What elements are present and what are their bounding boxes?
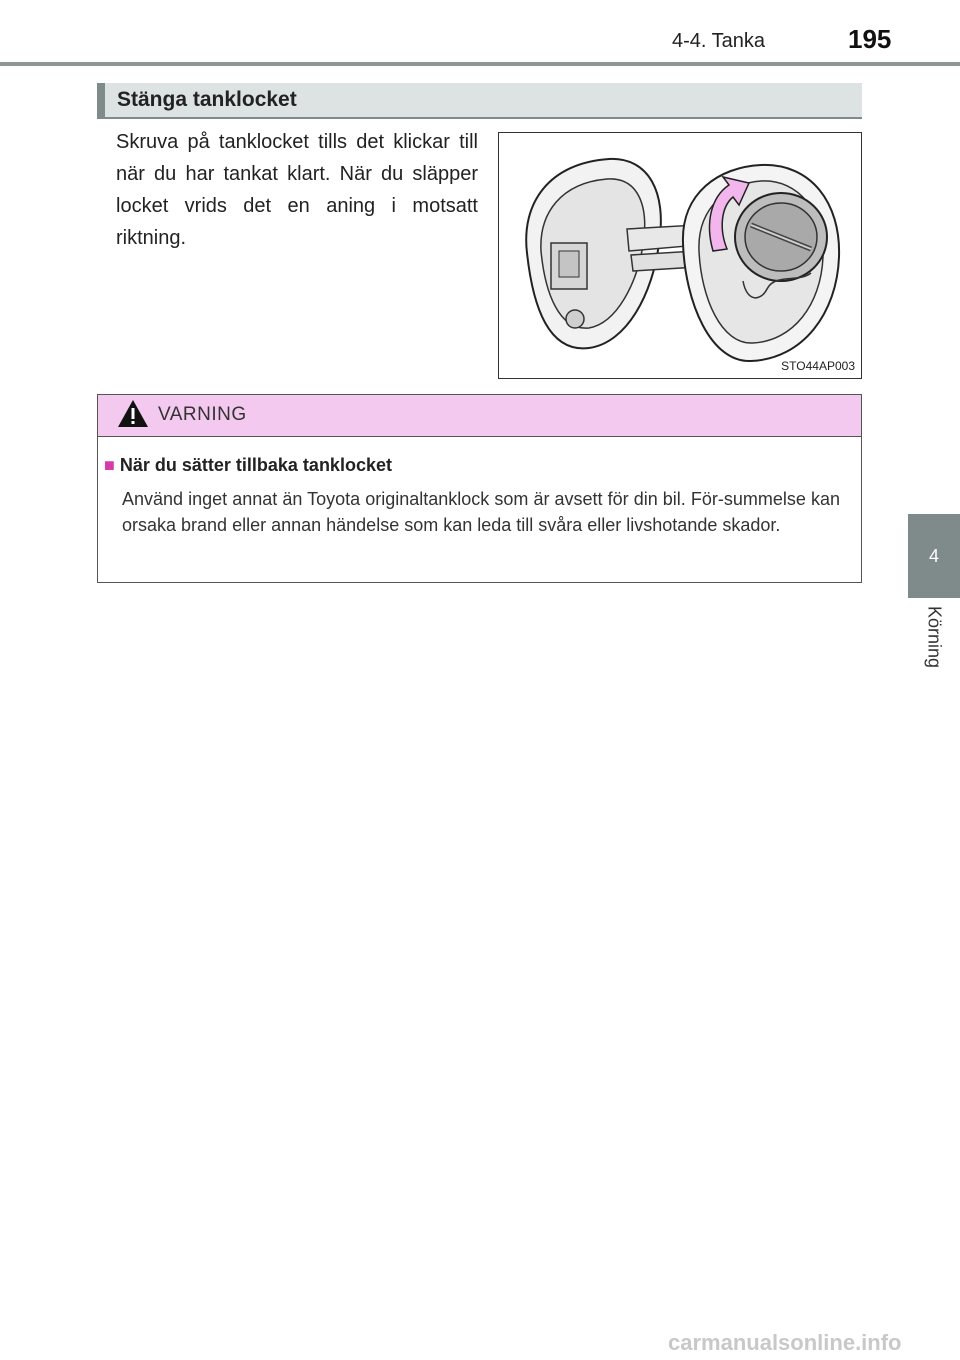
warning-header	[98, 395, 861, 437]
page-number: 195	[848, 24, 892, 54]
section-body-text: Skruva på tanklocket tills det klickar till när du har tankat klart. När du släpper locket vrids det en aning i motsatt riktning.	[116, 131, 478, 249]
header-divider	[0, 62, 960, 66]
chapter-tab-label: Körning	[924, 606, 945, 669]
watermark: carmanualsonline.info	[668, 1330, 902, 1355]
warning-box	[97, 394, 862, 583]
figure-code: STO44AP003	[781, 359, 855, 373]
chapter-tab-number: 4	[908, 514, 960, 598]
square-bullet-icon: ■	[104, 455, 115, 475]
fuel-cap-drawing	[499, 133, 862, 379]
warning-title: VARNING	[158, 404, 247, 425]
warning-item-text: Använd inget annat än Toyota originaltanklock som är avsett för din bil. För-summelse kan orsaka brand eller annan händelse som kan leda till svåra eller livshotande skador.	[122, 489, 840, 535]
fuel-cap-illustration	[498, 132, 862, 379]
warning-item-heading	[104, 455, 392, 476]
warning-item-title: När du sätter tillbaka tanklocket	[119, 455, 392, 475]
section-heading	[97, 83, 862, 119]
warning-triangle-icon	[116, 397, 150, 429]
section-title: Stänga tanklocket	[117, 88, 297, 111]
chapter-title: 4-4. Tanka	[672, 30, 766, 52]
